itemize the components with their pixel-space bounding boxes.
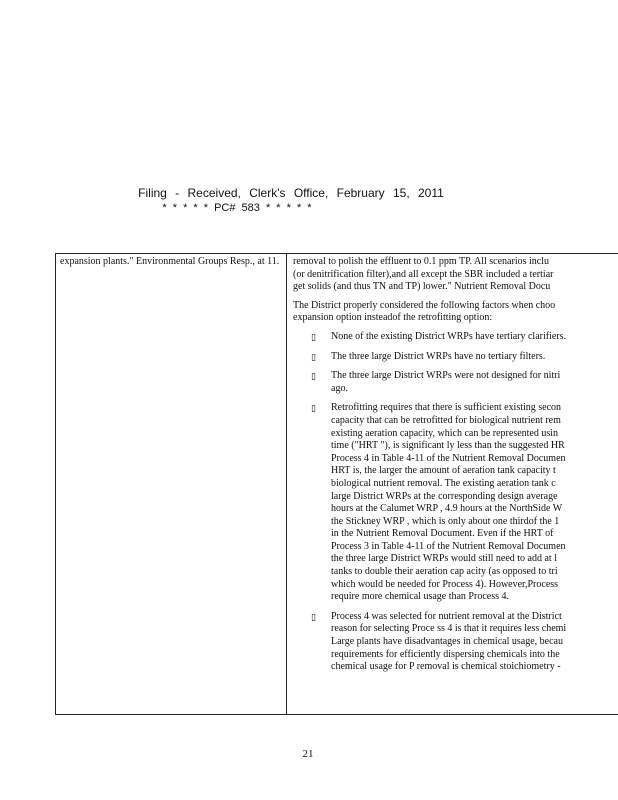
left-column-text: expansion plants." Environmental Groups Resp., at 11. [60,256,280,267]
column-divider [286,254,287,714]
pc-number-line: * * * * * PC# 583 * * * * * [162,202,312,214]
list-item-text: None of the existing District WRPs have tertiary clarifiers. [331,330,567,342]
list-item-text: Retrofitting requires that there is sufficient existing secon capacity that can be retrofitted for biological nutrient rem existing aeration capacity, which can be represented usin time ("HRT "), is significant ly less than the suggested HR Process 4 in Table 4-11 of the Nutrient Removal Documen HRT is, the larger the amount of aeration tank capacity t biological nutrient removal. The existing aeration tank c large District WRPs at the corresponding design average hours at the Calumet WRP , 4.9 hours at the NorthSide W the Stickney WRP , which is only about one thirdof the 1 in the Nutrient Removal Document. Even if the HRT of Process 3 in Table 4-11 of the Nutrient Removal Documen the three large District WRPs would still need to add at l tanks to double their aeration cap acity (as opposed to tri which would be needed for Process 4). However,Process require more chemical usage than Process 4. [331,402,566,603]
list-item [293,370,618,395]
bullet-box-icon: ▯ [311,611,316,622]
list-item-text: The three large District WRPs have no tertiary filters. [331,350,546,362]
factors-paragraph: The District properly considered the following factors when choo expansion option insteadof the retrofitting option: [293,299,556,324]
comparison-table [55,253,618,715]
right-column [293,256,618,681]
bullet-box-icon: ▯ [311,403,316,414]
list-item-text: Process 4 was selected for nutrient removal at the District reason for selecting Proce ss 4 is that it requires less chemi Large plants have disadvantages in chemical usage, becau requirements for efficiently dispersing chemicals into the chemical usage for P removal is chemical stoichiometry - [331,610,567,673]
list-item-text: The three large District WRPs were not designed for nitri ago. [331,370,561,394]
intro-paragraph: removal to polish the effluent to 0.1 ppm TP. All scenarios inclu (or denitrification filter),and all except the SBR included a tertiar get solids (and thus TN and TP) lower." Nutrient Removal Docu [293,256,554,293]
bullet-box-icon: ▯ [311,331,316,342]
factor-list [293,331,618,674]
list-item [293,402,618,604]
filing-header: Filing - Received, Clerk's Office, February 15, 2011 [138,186,444,200]
bullet-box-icon: ▯ [311,351,316,362]
list-item [293,351,618,364]
list-item [293,331,618,344]
bullet-box-icon: ▯ [311,371,316,382]
page-number: 21 [302,748,314,760]
list-item [293,611,618,674]
